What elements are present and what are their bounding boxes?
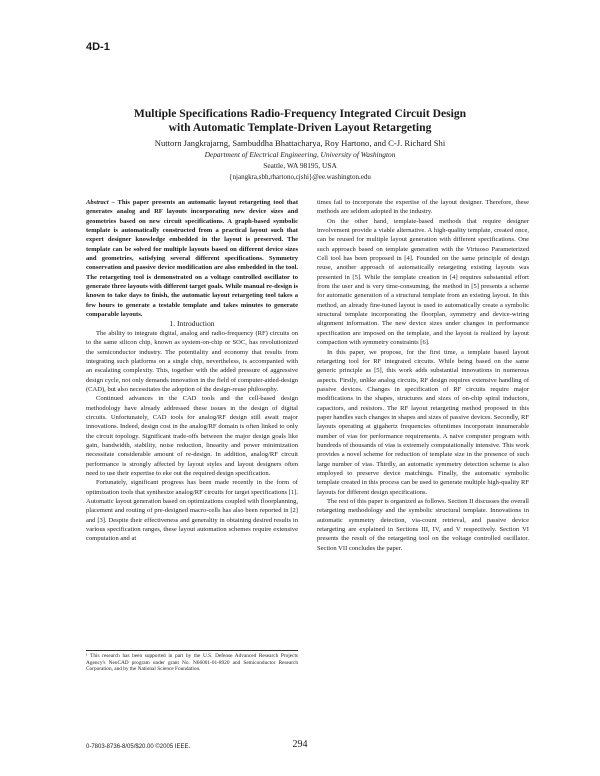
copyright-line: 0-7803-8736-8/05/$20.00 ©2005 IEEE.	[86, 744, 191, 750]
author-list: Nuttorn Jangkrajarng, Sambuddha Bhattacharya, Roy Hartono, and C-J. Richard Shi	[154, 138, 446, 148]
right-paragraph-4: The rest of this paper is organized as follows. Section II discusses the overall retargeting methodology and the symbolic structural template. Innovations in automatic symmetry detection, via-count retrieval, and passive device retargeting are explained in Sections III, IV, and V respectively. Section VI presents the result of the retargeting tool on the voltage controlled oscillator. Section VII concludes the paper.	[317, 498, 529, 552]
session-code: 4D-1	[86, 41, 110, 53]
section-heading-introduction: 1. Introduction	[169, 319, 215, 329]
right-paragraph-1: times fail to incorporate the expertise of the layout designer. Therefore, these methods are seldom adopted in the industry.	[317, 199, 529, 216]
right-paragraph-3: In this paper, we propose, for the first time, a template based layout retargeting tool for RF integrated circuits. While being based on the same generic principle as [5], this work adds substantial innovations in numerous aspects. Firstly, unlike analog circuits, RF design requires extensive handling of passive devices. Changes in specification of RF circuits require major modifications in the shapes, structures and sizes of on-chip spiral inductors, capacitors, and resistors. The RF layout retargeting method proposed in this paper handles such changes in shapes and sizes of passive devices. Secondly, RF layouts operating at gigahertz frequencies oftentimes incorporate innumerable number of vias for performance requirements. A naive computer program with hundreds of thousands of vias is extremely computationally intensive. This work provides a novel scheme for reduction of template size in the presence of such large number of vias. Thirdly, an automatic symmetry detection scheme is also employed to preserve device matchings. Finally, the automatic symbolic template created in this process can be used to generate multiple high-quality RF layouts for different design specifications.	[317, 348, 529, 496]
intro-paragraph-3: Fortunately, significant progress has been made recently in the form of optimization tools that synthesize analog/RF circuits for target specifications [1]. Automatic layout generation based on optimizations coupled with floorplanning, placement and routing of pre-designed macro-cells has also been reported in [2] and [3]. Despite their effectiveness and generality in obtaining desired results in various specification ranges, these layout automation schemes require extensive computation and at	[86, 479, 298, 543]
abstract-text: – This paper presents an automatic layout retargeting tool that generates analog and RF layouts incorporating new device sizes and geometries based on new circuit specifications. A graph-based symbolic template is automatically constructed from a practical layout such that expert designer knowledge embedded in the layout is preserved. The template can be solved for multiple layouts based on different device sizes and geometries, satisfying several different specifications. Symmetry conservation and passive device modification are also embedded in the tool. The retargeting tool is demonstrated on a voltage controlled oscillator to generate three layouts with different target goals. While manual re-design is known to take days to finish, the automatic layout retargeting tool takes a few hours to generate a testable template and takes minutes to generate comparable layouts.	[86, 199, 298, 319]
author-email: {njangkra,sbh,rhartono,cjshi}@ee.washington.edu	[229, 173, 371, 181]
footnote: ¹ This research has been supported in part by the U.S. Defense Advanced Research Projects Agency's NeoCAD program under grant No. N66001-01-8920 and Semiconductor Research Corporation, and by the National Science Foundation.	[86, 650, 298, 673]
affiliation: Department of Electrical Engineering, University of Washington	[204, 150, 396, 159]
paper-title	[70, 107, 530, 135]
title-line-1: Multiple Specifications Radio-Frequency Integrated Circuit Design	[133, 107, 467, 120]
intro-paragraph-2: Continued advances in the CAD tools and the cell-based design methodology have already addressed these issues in the design of digital circuits. Unfortunately, CAD tools for analog/RF design still await major innovations. Indeed, design cost in the analog/RF domain is often linked to only the circuit topology. Significant trade-offs between the major design goals like gain, bandwidth, stability, noise reduction, linearity and power minimization necessitate considerable amount of re-design. In addition, analog/RF circuit performance is strongly affected by layout styles and layout designers often need to use their expertise to eke out the required design specification.	[86, 395, 298, 477]
abstract	[86, 198, 298, 319]
abstract-label: Abstract	[86, 199, 109, 206]
title-line-2: with Automatic Template-Driven Layout Retargeting	[168, 121, 432, 134]
address: Seattle, WA 98195, USA	[263, 161, 337, 170]
intro-paragraph-1: The ability to integrate digital, analog and radio-frequency (RF) circuits on to the same silicon chip, known as system-on-chip or SOC, has revolutionized the semiconductor industry. The potentiality and economy that results from integrating such platforms on a single chip, nevertheless, is accompanied with an escalating complexity. This, together with the added pressure of aggressive design cycle, not only demands innovation in the field of computer-aided-design (CAD), but also necessitates the adoption of the design-reuse philosophy.	[86, 329, 298, 393]
right-paragraph-2: On the other hand, template-based methods that require designer involvement provide a viable alternative. A high-quality template, created once, can be reused for multiple layout generation with different specifications. One such approach based on template generation with the Virtuoso Parameterized Cell tool has been proposed in [4]. Founded on the same principle of design reuse, another approach of automatically retargeting existing layouts was presented in [5]. While the template creation in [4] requires substantial effort from the user and is very time-consuming, the method in [5] presents a scheme for automatic generation of a structural template from an existing layout. In this method, an already fine-tuned layout is used to automatically create a symbolic structural template incorporating the floorplan, symmetry and device-wiring alignment information. The new device sizes under changes in performance specification are imposed on the template, and the layout is realized by layout compaction with symmetry constraints [6].	[317, 217, 529, 347]
page-number: 294	[292, 739, 308, 750]
left-column	[86, 198, 298, 544]
right-column	[317, 198, 529, 553]
